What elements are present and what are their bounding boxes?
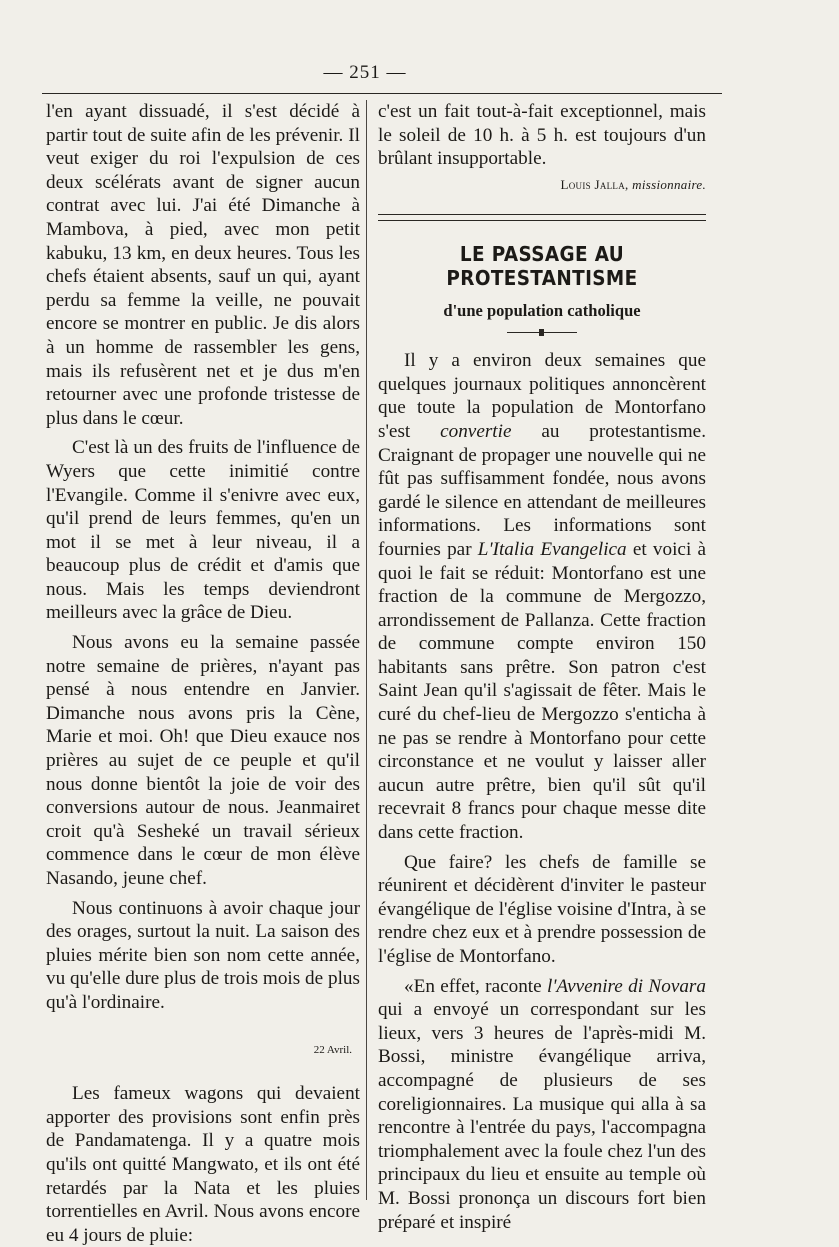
article-paragraph-3 xyxy=(378,975,706,1235)
right-continuation: c'est un fait tout-à-fait exceptionnel, mais le soleil de 10 h. à 5 h. est toujours d'un brûlant insupportable. xyxy=(378,101,706,170)
ornament-divider xyxy=(507,332,577,333)
signature-role: missionnaire. xyxy=(632,176,706,192)
p3-italic-a: l'Avvenire di Novara xyxy=(546,975,706,997)
left-paragraph-1: l'en ayant dissuadé, il s'est décidé à partir tout de suite afin de les prévenir. Il veut exiger du roi l'expulsion de ces deux scélérats avant de signer aucun contrat avec lui. J'ai été Dimanche à Mambova, à pied, avec mon petit kabuku, 13 km, en deux heures. Tous les chefs étaient absents, sauf un qui, ayant perdu sa femme la veille, ne pouvait encore se montrer en public. Je dis alors à un homme de rassembler les gens, mais ils refusèrent net et je dus m'en retourner avec une profonde tristesse de plus dans le cœur. xyxy=(46,101,360,429)
left-paragraph-4: Nous continuons à avoir chaque jour des orages, surtout la nuit. La saison des pluies mérite bien son nom cette année, vu qu'elle dure plus de trois mois de plus qu'à l'ordinaire. xyxy=(46,897,360,1013)
p1-italic-b: L'Italia Evangelica xyxy=(477,538,627,560)
left-paragraph-5: Les fameux wagons qui devaient apporter des provisions sont enfin près de Pandamatenga. Il y a quatre mois qu'ils ont quitté Mangwato, et ils ont été retardés par la Nata et les pluies torrentielles en Avril. Nous avons encore eu 4 jours de pluie: xyxy=(46,1083,360,1246)
p1-text-b: au protestantisme. Craignant de propager une nouvelle qui ne fût pas suffisamment fondée, nous avons gardé le silence en attendant de meilleures informations. Les informations sont fournies par xyxy=(378,420,706,560)
article-paragraph-2: Que faire? les chefs de famille se réunirent et décidèrent d'inviter le pasteur évangélique de l'église voisine d'Intra, à se rendre chez eux et à prendre possession de l'église de Montorfano. xyxy=(378,851,706,967)
letter-date: 22 Avril. xyxy=(313,1043,352,1056)
p1-text-c: et voici à quoi le fait se réduit: Montorfano est une fraction de la commune de Mergozzo, arrondissement de Pallanza. Cette fraction de commune compte environ 150 habitants sans prêtre. Son patron c'est Saint Jean qu'il s'agissait de fêter. Mais le curé du chef-lieu de Mergozzo s'enticha à ne pas se rendre à Montorfano pour cette circonstance et ne voulut y laisser aller aucun autre prêtre, bien qu'il sût qu'il recevrait 8 francs pour chaque messe dite dans cette fraction. xyxy=(378,538,707,844)
article-paragraph-1 xyxy=(378,349,706,844)
p1-italic-a: convertie xyxy=(440,420,512,442)
left-paragraph-2: C'est là un des fruits de l'influence de Wyers que cette inimitié contre l'Evangile. Comme il s'enivre avec eux, qu'il prend de leurs femmes, qu'en un mot il se met à leur niveau, il a beaucoup plus de crédit et d'amis que nous. Mais les temps deviendront meilleurs avec la grâce de Dieu. xyxy=(46,437,360,624)
article-headline: LE PASSAGE AU PROTESTANTISME xyxy=(446,242,638,290)
left-column xyxy=(46,100,360,1247)
signature-name: Louis Jalla, xyxy=(560,176,629,192)
p3-text-a: «En effet, raconte xyxy=(404,975,547,997)
p1-text-a: Il y a environ deux semaines que quelques journaux politiques annoncèrent que toute la population de Montorfano s'est xyxy=(378,350,706,442)
column-divider xyxy=(366,100,367,1200)
page-number: — 251 — xyxy=(323,62,407,83)
signature xyxy=(378,173,706,197)
article-subheadline: d'une population catholique xyxy=(443,300,641,320)
p3-text-b: qui a envoyé un correspondant sur les lieux, vers 3 heures de l'après-midi M. Bossi, ministre évangélique arriva, accompagné de plusieurs de ses coreligionnaires. La musique qui alla à sa rencontre à l'entrée du pays, l'accompagna triomphalement avec la foule chez l'un des principaux du lieu et ensuite au temple où M. Bossi prononça un discours fort bien préparé et inspiré xyxy=(378,999,706,1233)
right-column xyxy=(378,100,706,1234)
left-paragraph-3: Nous avons eu la semaine passée notre semaine de prières, n'ayant pas pensé à nous entendre en Janvier. Dimanche nous avons pris la Cène, Marie et moi. Oh! que Dieu exauce nos prières au sujet de ce peuple et qu'il nous donne bientôt la joie de voir des conversions autour de nous. Jeanmairet croit qu'à Sesheké un travail sérieux commence dans le cœur de mon élève Nasando, jeune chef. xyxy=(46,632,360,889)
header-rule xyxy=(42,93,722,94)
section-divider xyxy=(378,214,706,221)
